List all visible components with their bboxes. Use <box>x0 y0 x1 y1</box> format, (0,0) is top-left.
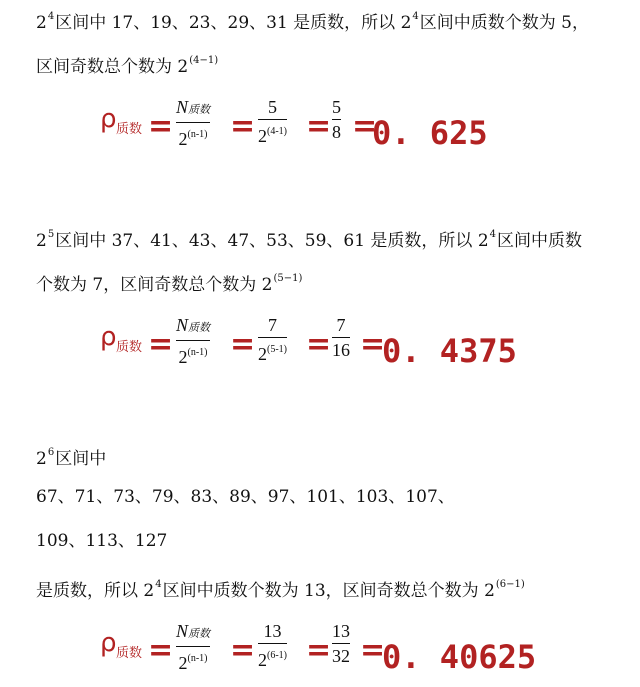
fraction-simplified <box>332 620 350 667</box>
denominator-exponent: (n-1) <box>187 653 208 664</box>
equals-sign: = <box>230 327 256 362</box>
fraction-bar <box>258 337 287 338</box>
numerator: 7 <box>268 315 277 335</box>
text-line <box>36 530 167 552</box>
fraction-substituted <box>258 314 287 365</box>
equals-sign: = <box>360 633 386 668</box>
equals-sign: = <box>352 109 378 144</box>
denominator-exponent: (4-1) <box>267 126 287 137</box>
sentence-text: 区间中质数个数为 5， <box>419 13 590 33</box>
numerator-subscript: 质数 <box>188 104 211 116</box>
fraction-bar <box>258 643 287 644</box>
sentence-text: 个数为 7，区间奇数总个数为 <box>36 275 262 295</box>
denominator-base: 2 <box>258 650 267 670</box>
denominator-exponent: (n-1) <box>187 129 208 140</box>
denominator: 32 <box>332 646 350 666</box>
numerator-symbol: N <box>176 621 189 641</box>
fraction-bar <box>332 337 350 338</box>
denominator-exponent: (n-1) <box>187 347 208 358</box>
equals-sign: = <box>360 327 386 362</box>
numerator: 7 <box>336 315 346 335</box>
equals-sign: = <box>230 109 256 144</box>
text-line <box>36 50 219 78</box>
fraction-simplified <box>332 96 341 143</box>
rho-symbol: ρ <box>100 628 117 658</box>
power-base: 2 <box>177 57 189 77</box>
sentence-text: 区间中质数个数为 13，区间奇数总个数为 <box>162 581 485 601</box>
numerator-subscript: 质数 <box>188 322 211 334</box>
density-formula <box>100 96 620 162</box>
density-formula <box>100 620 620 686</box>
equals-sign: = <box>306 327 332 362</box>
power-base: 2 <box>484 581 495 601</box>
power-base: 2 <box>36 449 47 469</box>
fraction-bar <box>258 119 287 120</box>
power-base: 2 <box>143 581 155 601</box>
equals-sign: = <box>148 109 174 144</box>
numerator-symbol: N <box>176 97 189 117</box>
power-exponent: 4 <box>155 579 162 590</box>
result-value: 0. 40625 <box>382 638 537 676</box>
rho-symbol: ρ <box>100 104 117 134</box>
text-line <box>36 224 582 252</box>
fraction-bar <box>176 646 210 647</box>
fraction-bar <box>332 119 341 120</box>
fraction-simplified <box>332 314 350 361</box>
fraction-bar <box>176 122 210 123</box>
text-line <box>36 268 303 296</box>
text-line <box>36 574 526 602</box>
sentence-text: 区间中 <box>55 449 107 469</box>
numerator: 13 <box>263 621 282 641</box>
numerator-symbol: N <box>176 315 189 335</box>
fraction-substituted <box>258 96 287 147</box>
prime-list: 109、113、127 <box>36 531 168 551</box>
denominator-base: 2 <box>258 126 267 146</box>
sentence-text: 是质数，所以 <box>36 581 144 601</box>
rho-subscript: 质数 <box>116 122 143 137</box>
numerator: 5 <box>268 97 277 117</box>
result-value: 0. 625 <box>372 114 488 152</box>
fraction-definition <box>176 314 210 368</box>
denominator-base: 2 <box>178 653 188 673</box>
numerator: 5 <box>332 97 341 117</box>
power-base: 2 <box>400 13 412 33</box>
equals-sign: = <box>306 109 332 144</box>
denominator: 8 <box>332 122 341 142</box>
power-base: 2 <box>261 275 273 295</box>
text-line <box>36 442 106 470</box>
text-line <box>36 6 589 34</box>
power-exponent: 5 <box>47 229 55 240</box>
equals-sign: = <box>230 633 256 668</box>
equals-sign: = <box>306 633 332 668</box>
denominator-exponent: (5-1) <box>267 344 287 355</box>
denominator: 16 <box>332 340 350 360</box>
fraction-bar <box>176 340 210 341</box>
prime-list: 67、71、73、79、83、89、97、101、103、107、 <box>36 487 455 507</box>
denominator-exponent: (6-1) <box>267 650 287 661</box>
power-exponent: (6−1) <box>495 579 525 590</box>
numerator-subscript: 质数 <box>188 628 211 640</box>
fraction-bar <box>332 643 350 644</box>
fraction-definition <box>176 96 210 150</box>
power-base: 2 <box>36 13 47 33</box>
denominator-base: 2 <box>178 129 188 149</box>
numerator: 13 <box>332 621 350 641</box>
power-exponent: 4 <box>489 229 497 240</box>
rho-symbol: ρ <box>100 322 117 352</box>
sentence-text: 区间中 37、41、43、47、53、59、61 是质数，所以 <box>55 231 478 251</box>
rho-subscript: 质数 <box>116 646 143 661</box>
power-exponent: 4 <box>47 11 55 22</box>
power-exponent: (5−1) <box>273 273 303 284</box>
fraction-substituted <box>258 620 287 671</box>
equals-sign: = <box>148 327 174 362</box>
sentence-text: 区间奇数总个数为 <box>36 57 178 77</box>
sentence-text: 区间中质数 <box>497 231 583 251</box>
result-value: 0. 4375 <box>382 332 517 370</box>
power-exponent: 6 <box>47 447 55 458</box>
text-line <box>36 486 455 508</box>
equals-sign: = <box>148 633 174 668</box>
power-base: 2 <box>36 231 47 251</box>
denominator-base: 2 <box>258 344 267 364</box>
power-exponent: (4−1) <box>189 55 219 66</box>
power-exponent: 4 <box>412 11 419 22</box>
power-base: 2 <box>477 231 489 251</box>
denominator-base: 2 <box>178 347 188 367</box>
fraction-definition <box>176 620 210 674</box>
rho-subscript: 质数 <box>116 340 143 355</box>
density-formula <box>100 314 620 380</box>
sentence-text: 区间中 17、19、23、29、31 是质数，所以 <box>55 13 401 33</box>
